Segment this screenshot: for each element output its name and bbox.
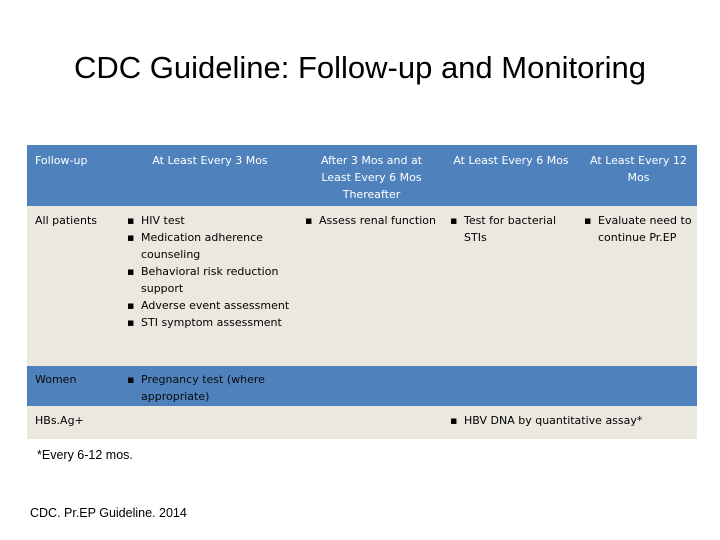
list-item: ▪ STI symptom assessment <box>127 314 293 331</box>
cell-hbs-span <box>442 412 667 439</box>
cell-all-every-3-mos <box>119 212 297 366</box>
list-item: ▪ Evaluate need to continue Pr.EP <box>584 212 693 246</box>
cell-all-every-6-mos <box>442 212 576 366</box>
row-label-women: Women <box>35 373 77 386</box>
table-row-all-patients <box>27 206 697 366</box>
table-header-row <box>27 145 697 206</box>
cell-hbs-empty <box>119 412 297 439</box>
list-item: ▪ Pregnancy test (where appropriate) <box>127 371 293 405</box>
header-after-3-mos: After 3 Mos and at Least Every 6 Mos Thereafter <box>320 154 423 201</box>
citation: CDC. Pr.EP Guideline. 2014 <box>30 506 187 520</box>
cell-all-after-3-mos <box>297 212 442 366</box>
row-label-hbsag: HBs.Ag+ <box>35 414 84 427</box>
list-item: ▪ HBV DNA by quantitative assay* <box>450 412 663 429</box>
row-label-all-patients: All patients <box>35 214 98 227</box>
cell-all-every-12-mos <box>576 212 697 366</box>
list-item: ▪ Test for bacterial STIs <box>450 212 572 246</box>
list-item: ▪ Assess renal function <box>305 212 438 229</box>
footnote: *Every 6-12 mos. <box>37 448 133 462</box>
slide-title: CDC Guideline: Follow-up and Monitoring <box>73 50 647 85</box>
header-every-12-mos: At Least Every 12 Mos <box>590 154 687 184</box>
list-item: ▪ Medication adherence counseling <box>127 229 293 263</box>
list-item: ▪ Adverse event assessment <box>127 297 293 314</box>
list-item: ▪ HIV test <box>127 212 293 229</box>
table-row-hbsag <box>27 406 697 439</box>
cell-women-every-3-mos <box>119 371 297 406</box>
header-every-6-mos: At Least Every 6 Mos <box>453 154 569 167</box>
header-every-3-mos: At Least Every 3 Mos <box>152 154 268 167</box>
header-follow-up: Follow-up <box>35 154 88 167</box>
cell-women-empty <box>297 371 442 406</box>
cell-women-empty <box>576 371 697 406</box>
cell-women-empty <box>442 371 576 406</box>
cell-hbs-empty <box>297 412 442 439</box>
list-item: ▪ Behavioral risk reduction support <box>127 263 293 297</box>
table-row-women <box>27 366 697 406</box>
